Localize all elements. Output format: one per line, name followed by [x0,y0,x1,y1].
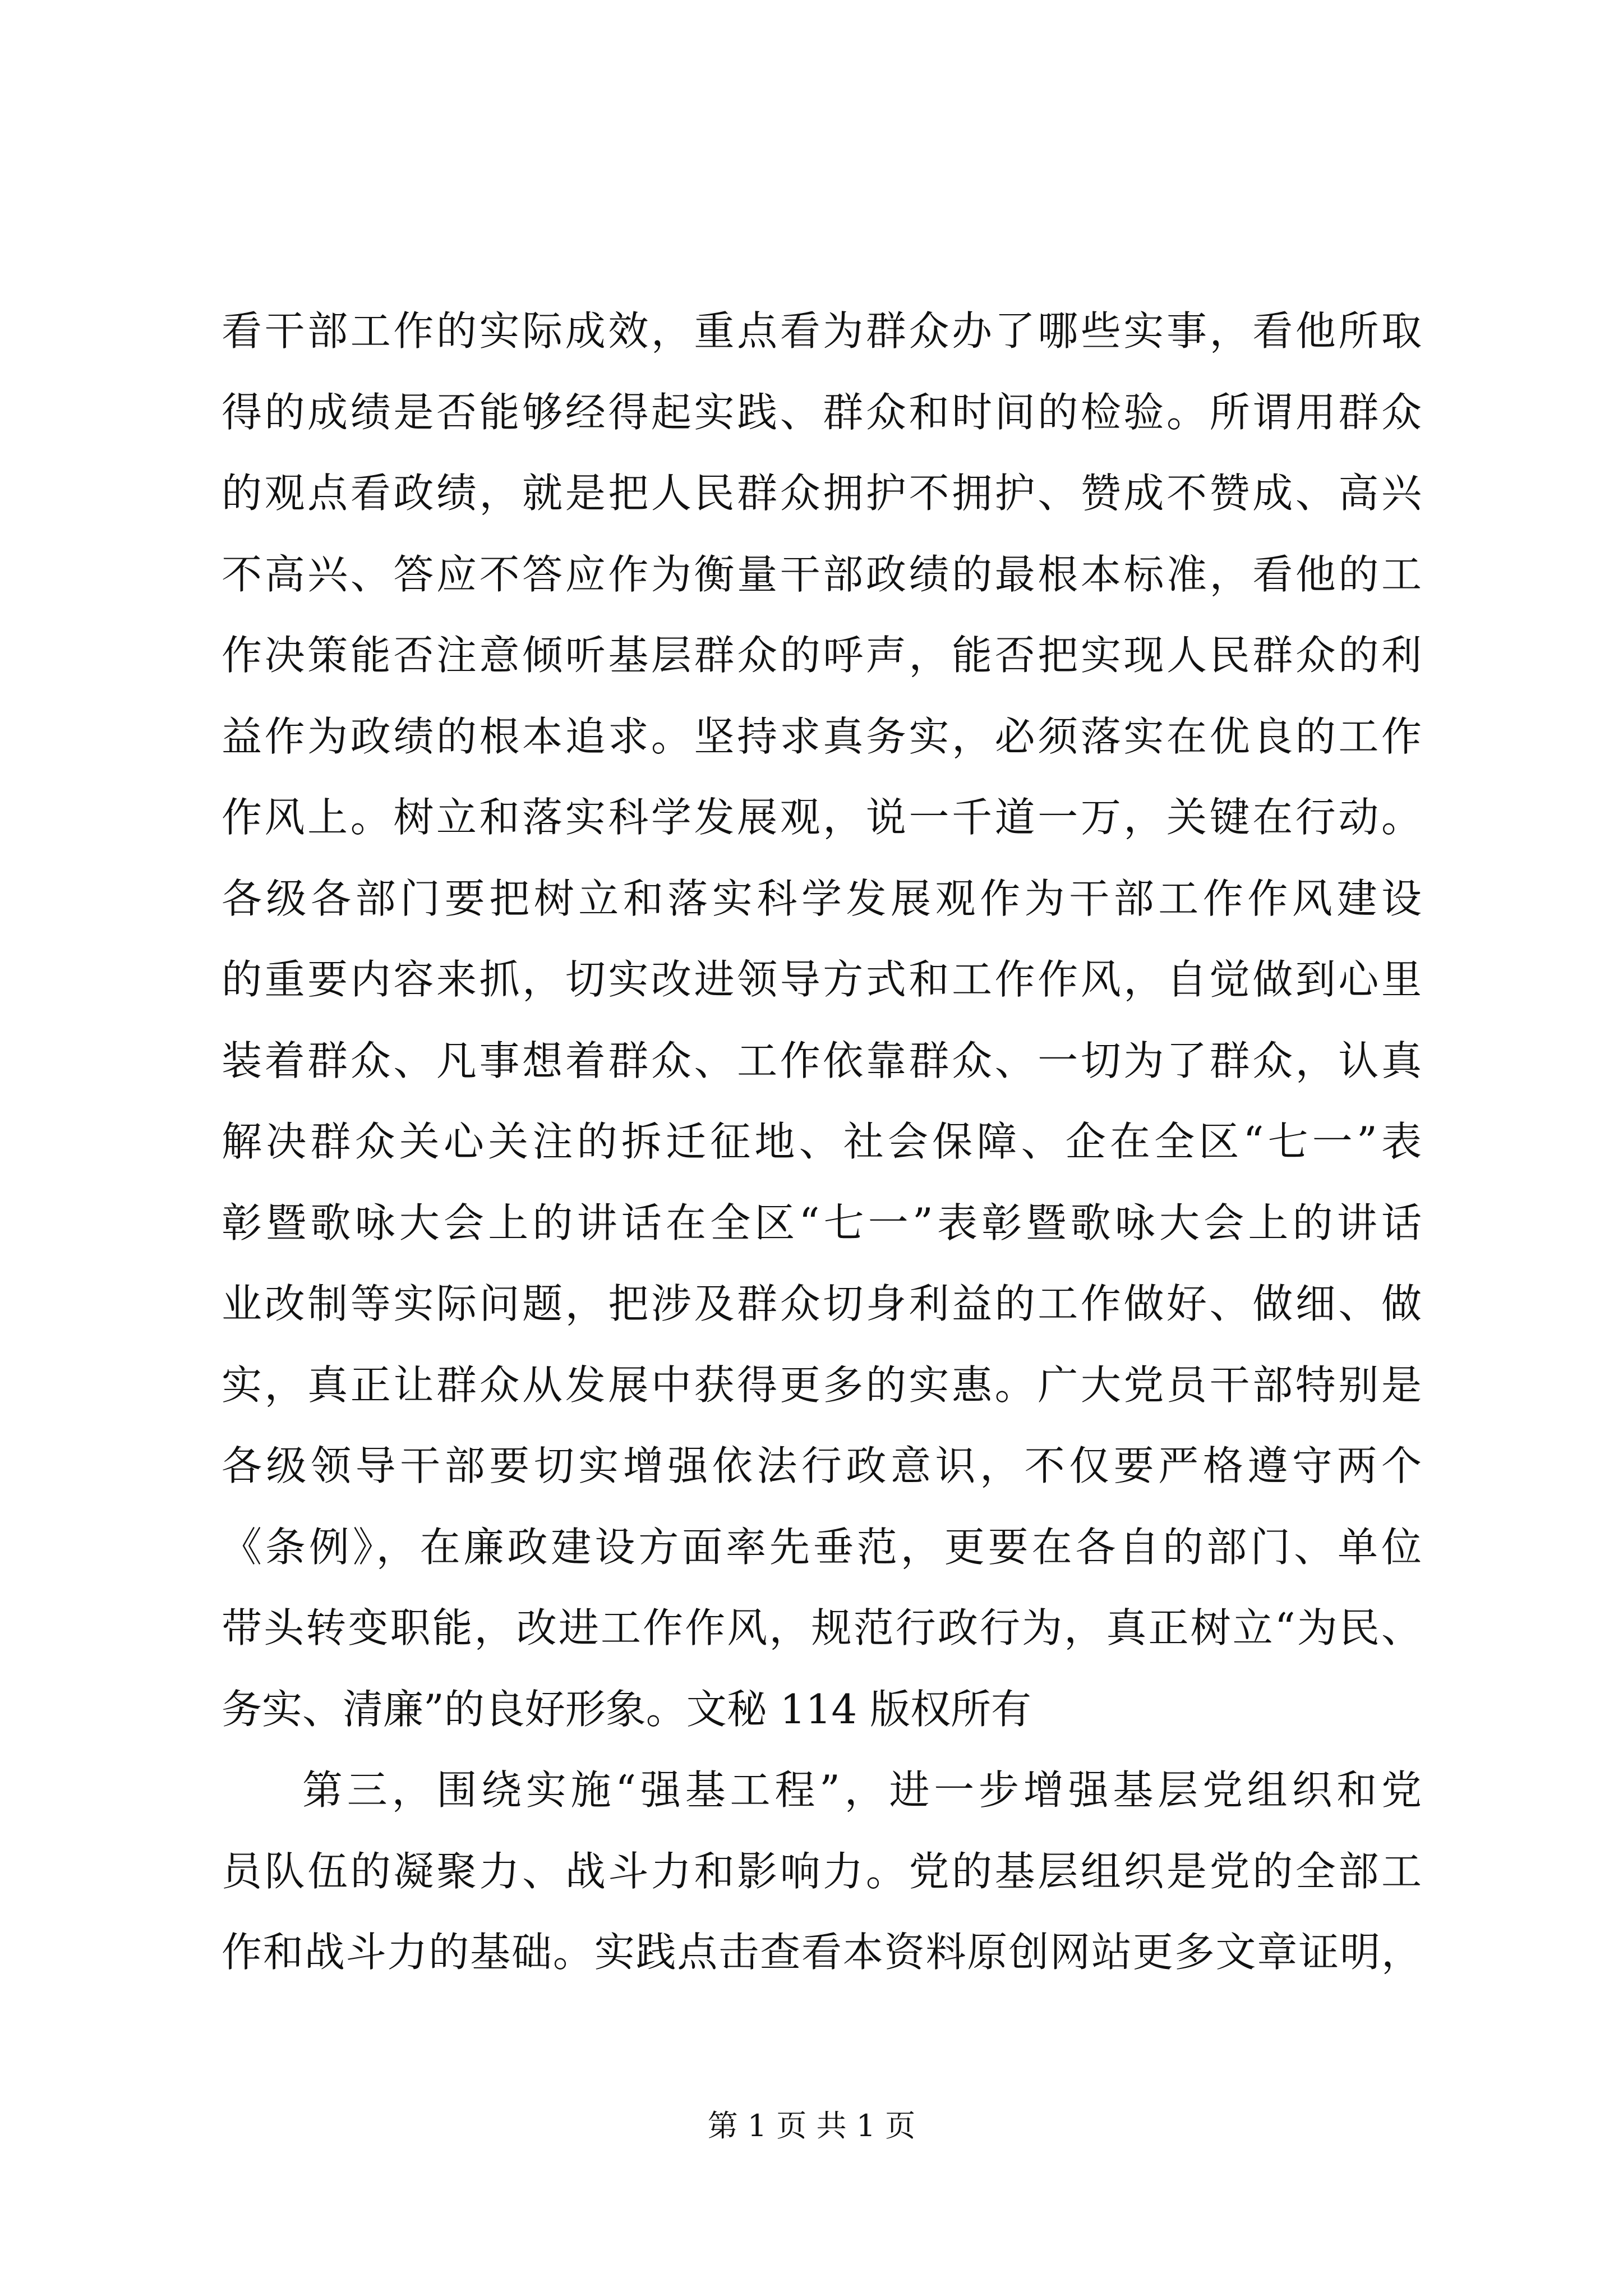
text-line: 的观点看政绩，就是把人民群众拥护不拥护、赞成不赞成、高兴 [222,470,1422,517]
text-line: 业改制等实际问题，把涉及群众切身利益的工作做好、做细、做 [222,1280,1422,1327]
text-line: 不高兴、答应不答应作为衡量干部政绩的最根本标准，看他的工 [222,550,1422,598]
text-line: 务实、清廉”的良好形象。文秘 114 版权所有 [222,1685,1032,1733]
text-line: 《条例》，在廉政建设方面率先垂范，更要在各自的部门、单位 [222,1523,1422,1571]
text-line: 带头转变职能，改进工作作风，规范行政行为，真正树立“为民、 [222,1604,1422,1651]
text-line: 装着群众、凡事想着群众、工作依靠群众、一切为了群众，认真 [222,1037,1422,1084]
page-footer: 第 1 页 共 1 页 [707,2108,916,2143]
text-line: 员队伍的凝聚力、战斗力和影响力。党的基层组织是党的全部工 [222,1847,1422,1895]
text-line: 各级领导干部要切实增强依法行政意识，不仅要严格遵守两个 [222,1442,1422,1489]
text-line: 看干部工作的实际成效，重点看为群众办了哪些实事，看他所取 [222,307,1422,355]
text-line: 各级各部门要把树立和落实科学发展观作为干部工作作风建设 [222,875,1422,922]
text-line: 解决群众关心关注的拆迁征地、社会保障、企在全区“七一”表 [222,1118,1422,1165]
text-line: 益作为政绩的根本追求。坚持求真务实，必须落实在优良的工作 [222,712,1422,760]
text-line: 得的成绩是否能够经得起实践、群众和时间的检验。所谓用群众 [222,388,1422,436]
text-line: 作决策能否注意倾听基层群众的呼声，能否把实现人民群众的利 [222,632,1422,679]
document-body [222,303,1422,2005]
text-line: 作和战斗力的基础。实践点击查看本资料原创网站更多文章证明， [222,1929,1422,1976]
paragraph-first-line: 第三，围绕实施“强基工程”，进一步增强基层党组织和党 [302,1766,1422,1814]
text-line: 的重要内容来抓，切实改进领导方式和工作作风，自觉做到心里 [222,956,1422,1003]
text-line: 实，真正让群众从发展中获得更多的实惠。广大党员干部特别是 [222,1361,1422,1409]
text-line: 作风上。树立和落实科学发展观，说一千道一万，关键在行动。 [222,794,1422,841]
text-line: 彰暨歌咏大会上的讲话在全区“七一”表彰暨歌咏大会上的讲话 [222,1199,1422,1246]
